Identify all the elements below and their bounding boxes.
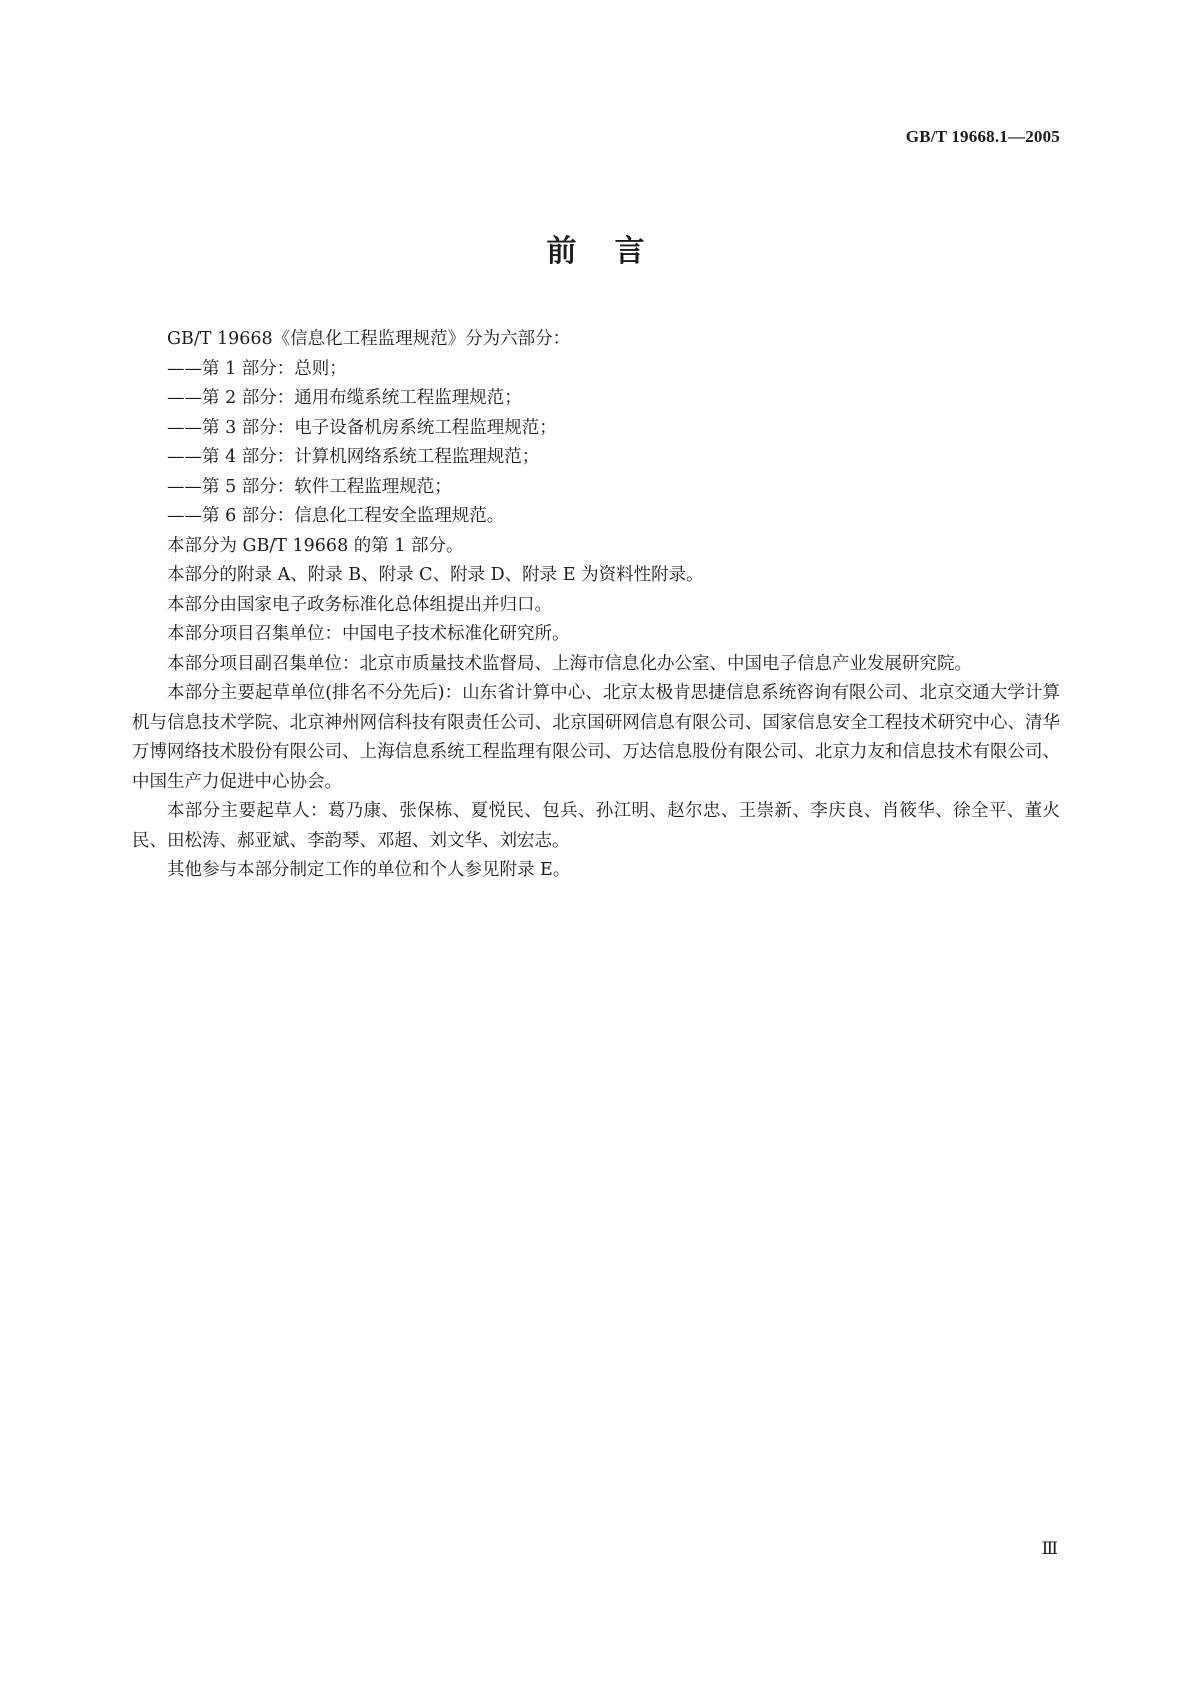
list-item-part-3: ——第 3 部分：电子设备机房系统工程监理规范； <box>167 417 557 438</box>
paragraph-other-participants: 其他参与本部分制定工作的单位和个人参见附录 E。 <box>167 860 571 880</box>
page-number: Ⅲ <box>1041 1539 1058 1558</box>
paragraph-proposer: 本部分由国家电子政务标准化总体组提出并归口。 <box>167 594 552 615</box>
paragraph-intro: GB/T 19668《信息化工程监理规范》分为六部分： <box>167 329 571 349</box>
paragraph-deputy-convener: 本部分项目副召集单位：北京市质量技术监督局、上海市信息化办公室、中国电子信息产业发展研究院。 <box>167 653 972 674</box>
paragraph-part-statement: 本部分为 GB/T 19668 的第 1 部分。 <box>167 535 464 556</box>
paragraph-drafting-units: 本部分主要起草单位(排名不分先后)：山东省计算中心、北京太极肯思捷信息系统咨询有限公司、北京交通大学计算机与信息技术学院、北京神州网信科技有限责任公司、北京国研网信息有限公司、国家信息安全工程技术研究中心、清华万博网络技术股份有限公司、上海信息系统工程监理有限公司、万达信息股份有限公司、北京力友和信息技术有限公司、中国生产力促进中心协会。 <box>132 683 1060 792</box>
page-title: 前言 <box>546 234 683 269</box>
paragraph-convener: 本部分项目召集单位：中国电子技术标准化研究所。 <box>167 624 570 644</box>
foreword-body <box>132 325 1060 886</box>
paragraph-appendices: 本部分的附录 A、附录 B、附录 C、附录 D、附录 E 为资料性附录。 <box>167 565 704 585</box>
list-item-part-5: ——第 5 部分：软件工程监理规范； <box>167 476 452 497</box>
list-item-part-6: ——第 6 部分：信息化工程安全监理规范。 <box>167 506 505 526</box>
paragraph-drafters: 本部分主要起草人：葛乃康、张保栋、夏悦民、包兵、孙江明、赵尔忠、王崇新、李庆良、肖筱华、徐全平、董火民、田松涛、郝亚斌、李韵琴、邓超、刘文华、刘宏志。 <box>132 801 1060 851</box>
list-item-part-1: ——第 1 部分：总则； <box>167 358 347 379</box>
standard-code: GB/T 19668.1—2005 <box>905 127 1060 146</box>
list-item-part-2: ——第 2 部分：通用布缆系统工程监理规范； <box>167 388 522 408</box>
list-item-part-4: ——第 4 部分：计算机网络系统工程监理规范； <box>167 447 540 467</box>
